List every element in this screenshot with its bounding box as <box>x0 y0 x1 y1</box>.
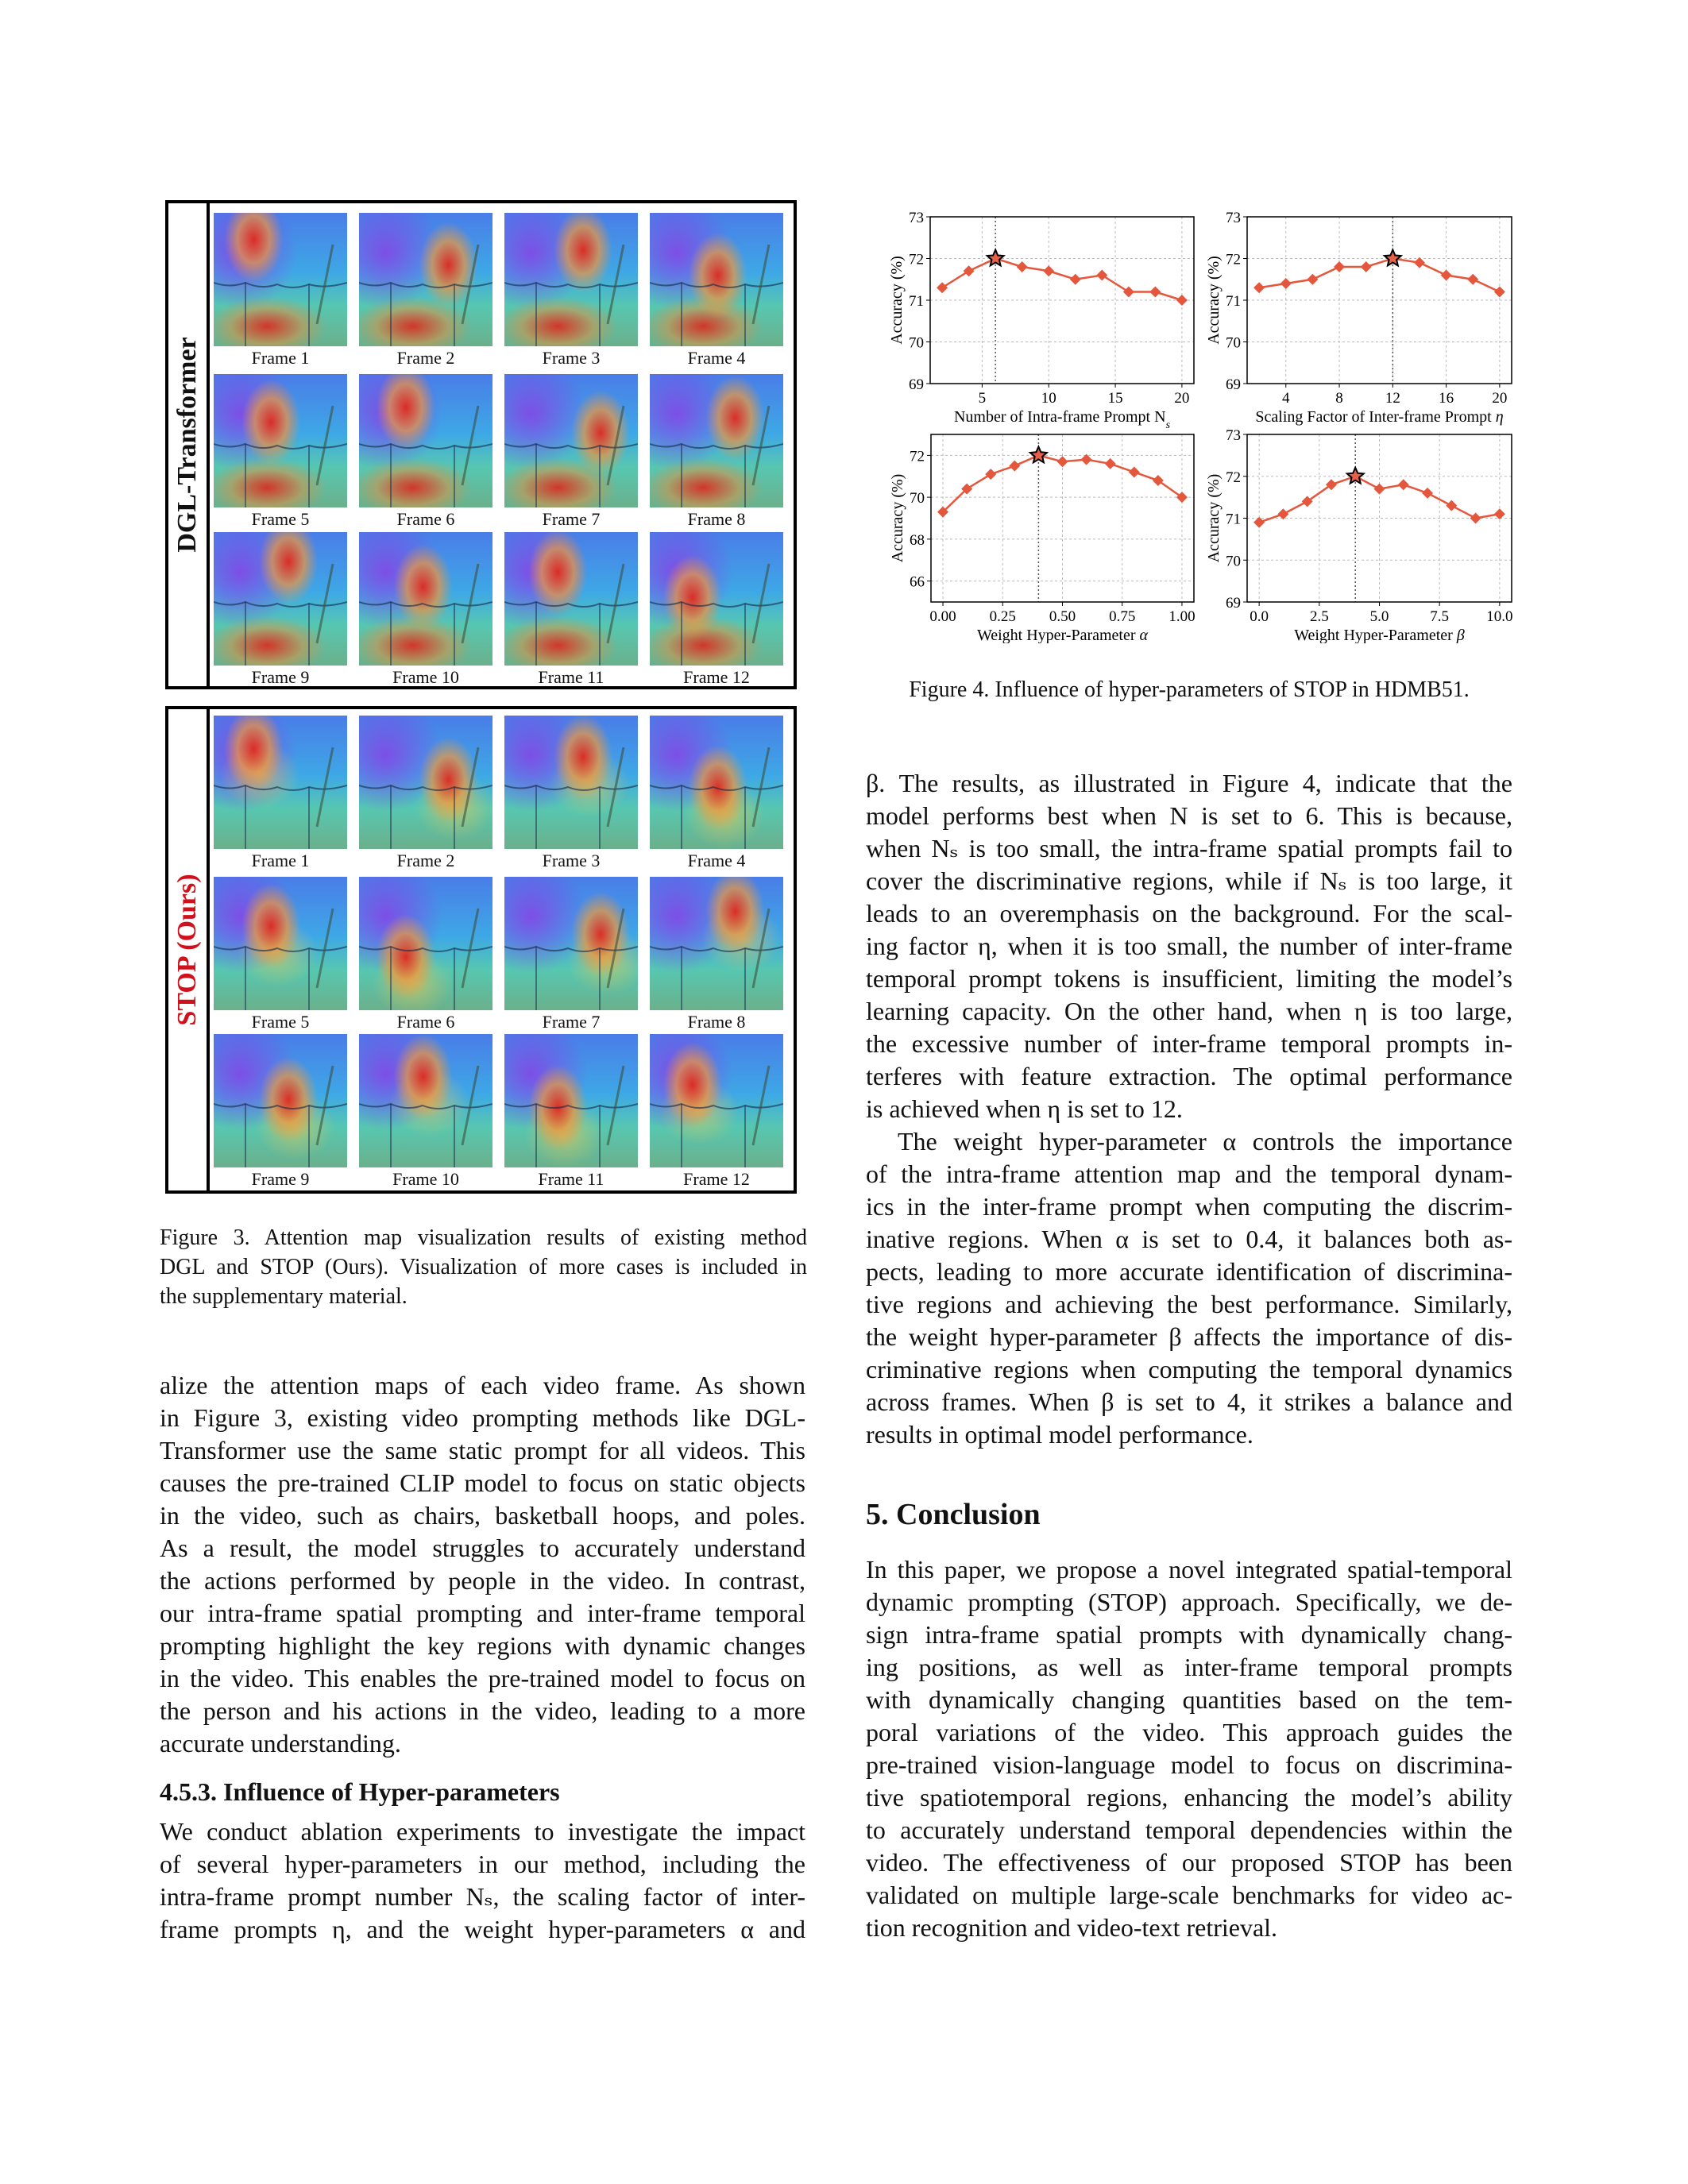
frame-label: Frame 12 <box>683 1169 750 1189</box>
frame-label: Frame 9 <box>251 667 310 687</box>
caption-line: Figure 3. Attention map visualization results of existing method <box>160 1225 807 1250</box>
y-tick-label: 72 <box>1226 469 1241 486</box>
dgl-label-column <box>168 203 210 686</box>
text-line: Transformer use the same static prompt for all videos. This <box>160 1436 805 1464</box>
frame-6 <box>359 374 492 530</box>
caption-line: the supplementary material. <box>160 1284 408 1309</box>
frame-label: Frame 3 <box>542 348 601 368</box>
y-tick-label: 73 <box>909 210 924 226</box>
data-point <box>1467 274 1478 285</box>
attention-map-image <box>214 716 347 849</box>
x-tick-label: 16 <box>1439 390 1454 407</box>
attention-map-image <box>650 532 783 666</box>
text-line: the actions performed by people in the video. In contrast, <box>160 1566 805 1595</box>
text-line: to accurately understand temporal dependencies within the <box>866 1815 1512 1844</box>
x-tick-label: 0.0 <box>1250 608 1269 625</box>
text-line: with dynamically changing quantities based on the tem- <box>866 1685 1512 1714</box>
data-point <box>1009 461 1020 472</box>
text-line: ics in the inter-frame prompt when computing the discrim- <box>866 1192 1512 1221</box>
text-line: terferes with feature extraction. The optimal performance <box>866 1062 1512 1090</box>
series-line <box>1259 259 1500 292</box>
stop-label-column <box>168 709 210 1190</box>
attention-map-image <box>359 374 492 507</box>
data-point <box>1017 261 1028 272</box>
attention-map-image <box>650 213 783 346</box>
data-point <box>1470 513 1481 524</box>
data-point <box>1057 456 1068 467</box>
text-line: our intra-frame spatial prompting and inter-frame temporal <box>160 1599 805 1627</box>
x-axis-label-text: Scaling Factor of Inter-frame Prompt <box>1255 408 1496 426</box>
frame-label: Frame 11 <box>538 1169 605 1189</box>
stop-ours-label: STOP (Ours) <box>172 874 202 1026</box>
frame-label: Frame 4 <box>687 851 746 870</box>
frame-label: Frame 12 <box>683 667 750 687</box>
attention-map-image <box>650 716 783 849</box>
text-line: criminative regions when computing the temporal dynamics <box>866 1355 1512 1383</box>
x-tick-label: 0.75 <box>1109 608 1136 625</box>
text-line: inative regions. When α is set to 0.4, it balances both as- <box>866 1225 1512 1253</box>
data-point <box>1361 261 1372 272</box>
data-point <box>1398 479 1409 490</box>
x-tick-label: 10.0 <box>1486 608 1513 625</box>
text-line: model performs best when N is set to 6. This is because, <box>866 801 1512 830</box>
dgl-transformer-label: DGL-Transformer <box>172 337 202 553</box>
data-point <box>1494 287 1505 298</box>
attention-map-image <box>650 877 783 1010</box>
frame-9 <box>214 1034 347 1190</box>
y-axis-label: Accuracy (%) <box>1205 256 1223 345</box>
y-tick-label: 72 <box>910 448 925 465</box>
frame-label: Frame 2 <box>396 348 455 368</box>
y-tick-label: 71 <box>1226 293 1241 310</box>
x-axis-label-symbol: η <box>1495 408 1504 426</box>
x-tick-label: 5.0 <box>1369 608 1389 625</box>
data-point <box>937 282 948 293</box>
frame-label: Frame 8 <box>687 1012 746 1032</box>
frame-9 <box>214 532 347 688</box>
text-line: As a result, the model struggles to accurately understand <box>160 1534 805 1562</box>
frame-label: Frame 4 <box>687 348 746 368</box>
x-axis-label <box>1294 627 1465 643</box>
frame-8 <box>650 877 783 1032</box>
section-heading-conclusion: 5. Conclusion <box>866 1498 1041 1531</box>
frame-12 <box>650 1034 783 1190</box>
frame-10 <box>359 532 492 688</box>
text-line: the weight hyper-parameter β affects the importance of dis- <box>866 1322 1512 1351</box>
text-line: prompting highlight the key regions with dynamic changes <box>160 1631 805 1660</box>
text-line: in the video. This enables the pre-trained model to focus on <box>160 1664 805 1692</box>
figure3-dgl-panel <box>165 200 797 689</box>
text-line: We conduct ablation experiments to investigate the impact <box>160 1817 805 1846</box>
text-line: is achieved when η is set to 12. <box>866 1094 1183 1123</box>
frame-label: Frame 10 <box>392 1169 459 1189</box>
text-line: leads to an overemphasis on the background. For the scal- <box>866 899 1512 928</box>
y-tick-label: 71 <box>909 293 924 310</box>
text-line: in the video, such as chairs, basketball hoops, and poles. <box>160 1501 805 1530</box>
data-point <box>1043 265 1054 276</box>
attention-map-image <box>504 374 638 507</box>
data-point <box>1422 488 1433 499</box>
text-line: β. The results, as illustrated in Figure 4, indicate that the <box>866 769 1512 797</box>
data-point <box>1374 484 1385 495</box>
text-line: In this paper, we propose a novel integrated spatial-temporal <box>866 1555 1512 1584</box>
x-axis-label-text: Weight Hyper-Parameter <box>1294 627 1457 643</box>
frame-label: Frame 9 <box>251 1169 310 1189</box>
frame-1 <box>214 213 347 369</box>
y-tick-label: 66 <box>910 573 925 591</box>
x-tick-label: 8 <box>1335 390 1343 407</box>
text-line: accurate understanding. <box>160 1729 401 1758</box>
data-point <box>985 469 996 480</box>
y-tick-label: 69 <box>909 376 924 393</box>
frame-label: Frame 10 <box>392 667 459 687</box>
attention-map-image <box>504 716 638 849</box>
best-point-star <box>1030 446 1047 462</box>
best-point-star <box>1347 468 1364 484</box>
text-line: ing positions, as well as inter-frame temporal prompts <box>866 1653 1512 1681</box>
data-point <box>1307 274 1318 285</box>
data-point <box>964 265 975 276</box>
text-line: when Nₛ is too small, the intra-frame spatial prompts fail to <box>866 834 1512 862</box>
chart-3 <box>889 434 1196 643</box>
frame-6 <box>359 877 492 1032</box>
text-line: alize the attention maps of each video frame. As shown <box>160 1371 805 1399</box>
frame-label: Frame 3 <box>542 851 601 870</box>
text-line: The weight hyper-parameter α controls the importance <box>898 1127 1512 1156</box>
x-tick-label: 4 <box>1282 390 1290 407</box>
frame-label: Frame 8 <box>687 509 746 529</box>
text-line: frame prompts η, and the weight hyper-parameters α and <box>160 1915 805 1943</box>
x-axis-label-text: Number of Intra-frame Prompt N <box>953 408 1166 426</box>
y-tick-label: 68 <box>910 531 925 549</box>
attention-map-image <box>504 213 638 346</box>
frame-3 <box>504 716 638 871</box>
attention-map-image <box>359 716 492 849</box>
x-axis-label-symbol: s <box>1165 419 1171 431</box>
frame-label: Frame 6 <box>396 1012 455 1032</box>
x-tick-label: 0.50 <box>1049 608 1076 625</box>
text-line: ing factor η, when it is too small, the number of inter-frame <box>866 932 1512 960</box>
y-axis-label: Accuracy (%) <box>888 256 906 345</box>
right-paragraph-weights <box>866 1125 1512 1451</box>
text-line: pects, leading to more accurate identification of discrimina- <box>866 1257 1512 1286</box>
figure4-charts <box>862 199 1521 643</box>
x-tick-label: 15 <box>1107 390 1123 407</box>
text-line: intra-frame prompt number Nₛ, the scaling factor of inter- <box>160 1882 805 1911</box>
y-tick-label: 69 <box>1226 595 1241 612</box>
text-line: tion recognition and video-text retrieval. <box>866 1913 1278 1942</box>
data-point <box>1149 287 1161 298</box>
text-line: across frames. When β is set to 4, it strikes a balance and <box>866 1387 1512 1416</box>
text-line: in Figure 3, existing video prompting methods like DGL- <box>160 1403 805 1432</box>
data-point <box>1096 270 1107 281</box>
attention-map-image <box>504 1034 638 1167</box>
attention-map-image <box>359 213 492 346</box>
data-point <box>1253 282 1265 293</box>
x-tick-label: 10 <box>1041 390 1056 407</box>
frame-5 <box>214 877 347 1032</box>
frame-2 <box>359 716 492 871</box>
text-line: cover the discriminative regions, while if Nₛ is too large, it <box>866 866 1512 895</box>
data-point <box>1070 274 1081 285</box>
attention-map-image <box>650 1034 783 1167</box>
attention-map-image <box>359 532 492 666</box>
frame-11 <box>504 1034 638 1190</box>
data-point <box>1129 466 1140 477</box>
frame-1 <box>214 716 347 871</box>
chart-2 <box>1205 210 1512 426</box>
figure3-caption <box>160 1223 807 1311</box>
x-tick-label: 0.25 <box>989 608 1016 625</box>
x-tick-label: 1.00 <box>1168 608 1196 625</box>
text-line: dynamic prompting (STOP) approach. Specifically, we de- <box>866 1588 1512 1616</box>
y-tick-label: 70 <box>910 490 925 507</box>
chart-1 <box>888 210 1194 431</box>
text-line: pre-trained vision-language model to focus on discrimina- <box>866 1750 1512 1779</box>
attention-map-image <box>214 1034 347 1167</box>
text-line: video. The effectiveness of our proposed STOP has been <box>866 1848 1512 1877</box>
frame-2 <box>359 213 492 369</box>
y-tick-label: 73 <box>1226 427 1241 444</box>
attention-map-image <box>214 877 347 1010</box>
y-tick-label: 70 <box>1226 334 1241 352</box>
figure3-stop-panel <box>165 706 797 1194</box>
left-paragraph-attention <box>160 1369 805 1760</box>
frame-label: Frame 11 <box>538 667 605 687</box>
text-line: temporal prompt tokens is insufficient, limiting the model’s <box>866 964 1512 993</box>
data-point <box>1123 287 1134 298</box>
y-tick-label: 70 <box>909 334 924 352</box>
series-line <box>942 259 1182 301</box>
x-tick-label: 20 <box>1174 390 1190 407</box>
figure4-caption: Figure 4. Influence of hyper-parameters of STOP in HDMB51. <box>909 677 1470 702</box>
text-line: of several hyper-parameters in our method, including the <box>160 1850 805 1878</box>
y-tick-label: 69 <box>1226 376 1241 393</box>
section-heading-4-5-3: 4.5.3. Influence of Hyper-parameters <box>160 1777 560 1806</box>
x-axis-label-symbol: α <box>1139 627 1149 643</box>
attention-map-image <box>650 374 783 507</box>
frame-label: Frame 2 <box>396 851 455 870</box>
frame-10 <box>359 1034 492 1190</box>
text-line: validated on multiple large-scale benchmarks for video ac- <box>866 1881 1512 1909</box>
attention-map-image <box>214 213 347 346</box>
frame-label: Frame 6 <box>396 509 455 529</box>
text-line: tive spatiotemporal regions, enhancing the model’s ability <box>866 1783 1512 1812</box>
x-axis-label <box>977 627 1149 643</box>
frame-11 <box>504 532 638 688</box>
attention-map-image <box>214 374 347 507</box>
text-line: the person and his actions in the video, leading to a more <box>160 1696 805 1725</box>
attention-map-image <box>504 532 638 666</box>
frame-3 <box>504 213 638 369</box>
x-tick-label: 5 <box>978 390 987 407</box>
data-point <box>1334 261 1345 272</box>
data-point <box>1176 295 1188 306</box>
text-line: tive regions and achieving the best performance. Similarly, <box>866 1290 1512 1318</box>
frame-12 <box>650 532 783 688</box>
text-line: sign intra-frame spatial prompts with dynamically chang- <box>866 1620 1512 1649</box>
y-axis-label: Accuracy (%) <box>889 473 906 563</box>
frame-label: Frame 1 <box>251 348 310 368</box>
attention-map-image <box>214 532 347 666</box>
text-line: of the intra-frame attention map and the temporal dynam- <box>866 1160 1512 1188</box>
x-tick-label: 2.5 <box>1309 608 1329 625</box>
data-point <box>1441 270 1452 281</box>
frame-7 <box>504 877 638 1032</box>
y-tick-label: 72 <box>909 251 924 268</box>
x-tick-label: 12 <box>1385 390 1400 407</box>
x-axis-label <box>1255 408 1503 426</box>
best-point-star <box>987 250 1004 266</box>
x-axis-label-symbol: β <box>1456 627 1465 643</box>
y-tick-label: 73 <box>1226 210 1241 226</box>
x-tick-label: 0.00 <box>929 608 956 625</box>
attention-map-image <box>359 1034 492 1167</box>
frame-label: Frame 7 <box>542 1012 601 1032</box>
frame-label: Frame 7 <box>542 509 601 529</box>
text-line: results in optimal model performance. <box>866 1420 1253 1449</box>
caption-line: DGL and STOP (Ours). Visualization of more cases is included in <box>160 1255 807 1279</box>
x-tick-label: 20 <box>1492 390 1508 407</box>
x-tick-label: 7.5 <box>1430 608 1450 625</box>
frame-7 <box>504 374 638 530</box>
frame-4 <box>650 213 783 369</box>
best-point-star <box>1385 250 1401 266</box>
data-point <box>1446 500 1457 511</box>
y-tick-label: 70 <box>1226 553 1241 570</box>
attention-map-image <box>359 877 492 1010</box>
frame-5 <box>214 374 347 530</box>
frame-4 <box>650 716 783 871</box>
text-line: causes the pre-trained CLIP model to focus on static objects <box>160 1468 805 1497</box>
frame-label: Frame 1 <box>251 851 310 870</box>
attention-map-image <box>504 877 638 1010</box>
y-tick-label: 71 <box>1226 511 1241 528</box>
x-axis-label-text: Weight Hyper-Parameter <box>976 627 1140 643</box>
chart-4 <box>1205 427 1512 643</box>
text-line: learning capacity. On the other hand, when η is too large, <box>866 997 1512 1025</box>
right-paragraph-results <box>866 767 1512 1125</box>
left-paragraph-ablation <box>160 1815 805 1946</box>
data-point <box>1105 458 1116 469</box>
frame-8 <box>650 374 783 530</box>
y-axis-label: Accuracy (%) <box>1205 473 1223 563</box>
data-point <box>1280 278 1292 289</box>
frame-label: Frame 5 <box>251 509 310 529</box>
x-axis-label <box>954 408 1171 431</box>
frame-label: Frame 5 <box>251 1012 310 1032</box>
text-line: poral variations of the video. This approach guides the <box>866 1718 1512 1746</box>
y-tick-label: 72 <box>1226 251 1241 268</box>
text-line: the excessive number of inter-frame temporal prompts in- <box>866 1029 1512 1058</box>
conclusion-paragraph <box>866 1553 1512 1944</box>
